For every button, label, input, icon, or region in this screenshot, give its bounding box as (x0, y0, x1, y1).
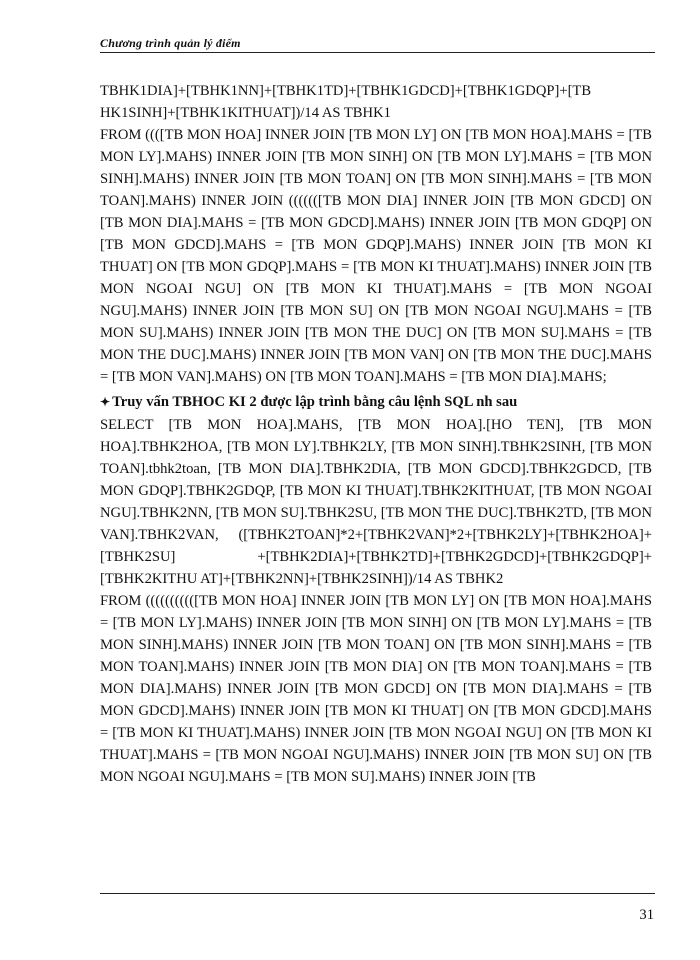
sql-paragraph-tbhk1-from: FROM ((([TB MON HOA] INNER JOIN [TB MON LY] ON [TB MON HOA].MAHS = [TB MON LY].MAHS) INNER JOIN [TB MON SINH] ON [TB MON LY].MAHS = [TB MON SINH].MAHS) INNER JOIN [TB MON TOAN] ON [TB MON SINH].MAHS = [TB MON TOAN].MAHS) INNER JOIN (((((([TB MON DIA] INNER JOIN [TB MON GDCD] ON [TB MON DIA].MAHS = [TB MON GDCD].MAHS) INNER JOIN [TB MON GDQP] ON [TB MON GDCD].MAHS = [TB MON GDQP].MAHS) INNER JOIN [TB MON KI THUAT] ON [TB MON GDQP].MAHS = [TB MON KI THUAT].MAHS) INNER JOIN [TB MON NGOAI NGU] ON [TB MON KI THUAT].MAHS = [TB MON NGOAI NGU].MAHS) INNER JOIN [TB MON SU] ON [TB MON NGOAI NGU].MAHS = [TB MON SU].MAHS) INNER JOIN [TB MON THE DUC] ON [TB MON SU].MAHS = [TB MON THE DUC].MAHS) INNER JOIN [TB MON VAN] ON [TB MON THE DUC].MAHS = [TB MON VAN].MAHS) ON [TB MON TOAN].MAHS = [TB MON DIA].MAHS; (100, 127, 652, 385)
section-heading-text: Truy vấn TBHOC KI 2 được lập trình bằng câu lệnh SQL nh sau (112, 394, 518, 410)
page-number: 31 (639, 907, 654, 923)
document-body (100, 80, 652, 788)
page-header-title: Chương trình quản lý điểm (100, 36, 241, 50)
header-divider (100, 52, 655, 53)
section-heading (100, 391, 652, 413)
footer-divider (100, 893, 655, 894)
sql-paragraph-tbhk2-select: SELECT [TB MON HOA].MAHS, [TB MON HOA].[HO TEN], [TB MON HOA].TBHK2HOA, [TB MON LY].TBHK2LY, [TB MON SINH].TBHK2SINH, [TB MON TOAN].tbhk2toan, [TB MON DIA].TBHK2DIA, [TB MON GDCD].TBHK2GDCD, [TB MON GDQP].TBHK2GDQP, [TB MON KI THUAT].TBHK2KITHUAT, [TB MON NGOAI NGU].TBHK2NN, [TB MON SU].TBHK2SU, [TB MON THE DUC].TBHK2TD, [TB MON VAN].TBHK2VAN, ([TBHK2TOAN]*2+[TBHK2VAN]*2+[TBHK2LY]+[TBHK2HOA]+[TBHK2SU] +[TBHK2DIA]+[TBHK2TD]+[TBHK2GDCD]+[TBHK2GDQP]+[TBHK2KITHU AT]+[TBHK2NN]+[TBHK2SINH])/14 AS TBHK2 (100, 417, 652, 587)
bullet-icon: ✦ (100, 395, 111, 409)
sql-paragraph-tbhk1-tail: TBHK1DIA]+[TBHK1NN]+[TBHK1TD]+[TBHK1GDCD]+[TBHK1GDQP]+[TB HK1SINH]+[TBHK1KITHUAT])/14 AS TBHK1 (100, 83, 592, 121)
sql-paragraph-tbhk2-from: FROM (((((((((([TB MON HOA] INNER JOIN [TB MON LY] ON [TB MON HOA].MAHS = [TB MON LY].MAHS) INNER JOIN [TB MON SINH] ON [TB MON LY].MAHS = [TB MON SINH].MAHS) INNER JOIN [TB MON TOAN] ON [TB MON SINH].MAHS = [TB MON TOAN].MAHS) INNER JOIN [TB MON DIA] ON [TB MON TOAN].MAHS = [TB MON DIA].MAHS) INNER JOIN [TB MON GDCD] ON [TB MON DIA].MAHS = [TB MON GDCD].MAHS) INNER JOIN [TB MON KI THUAT] ON [TB MON GDCD].MAHS = [TB MON KI THUAT].MAHS) INNER JOIN [TB MON NGOAI NGU] ON [TB MON KI THUAT].MAHS = [TB MON NGOAI NGU].MAHS) INNER JOIN [TB MON SU] ON [TB MON NGOAI NGU].MAHS = [TB MON SU].MAHS) INNER JOIN [TB (100, 593, 652, 785)
